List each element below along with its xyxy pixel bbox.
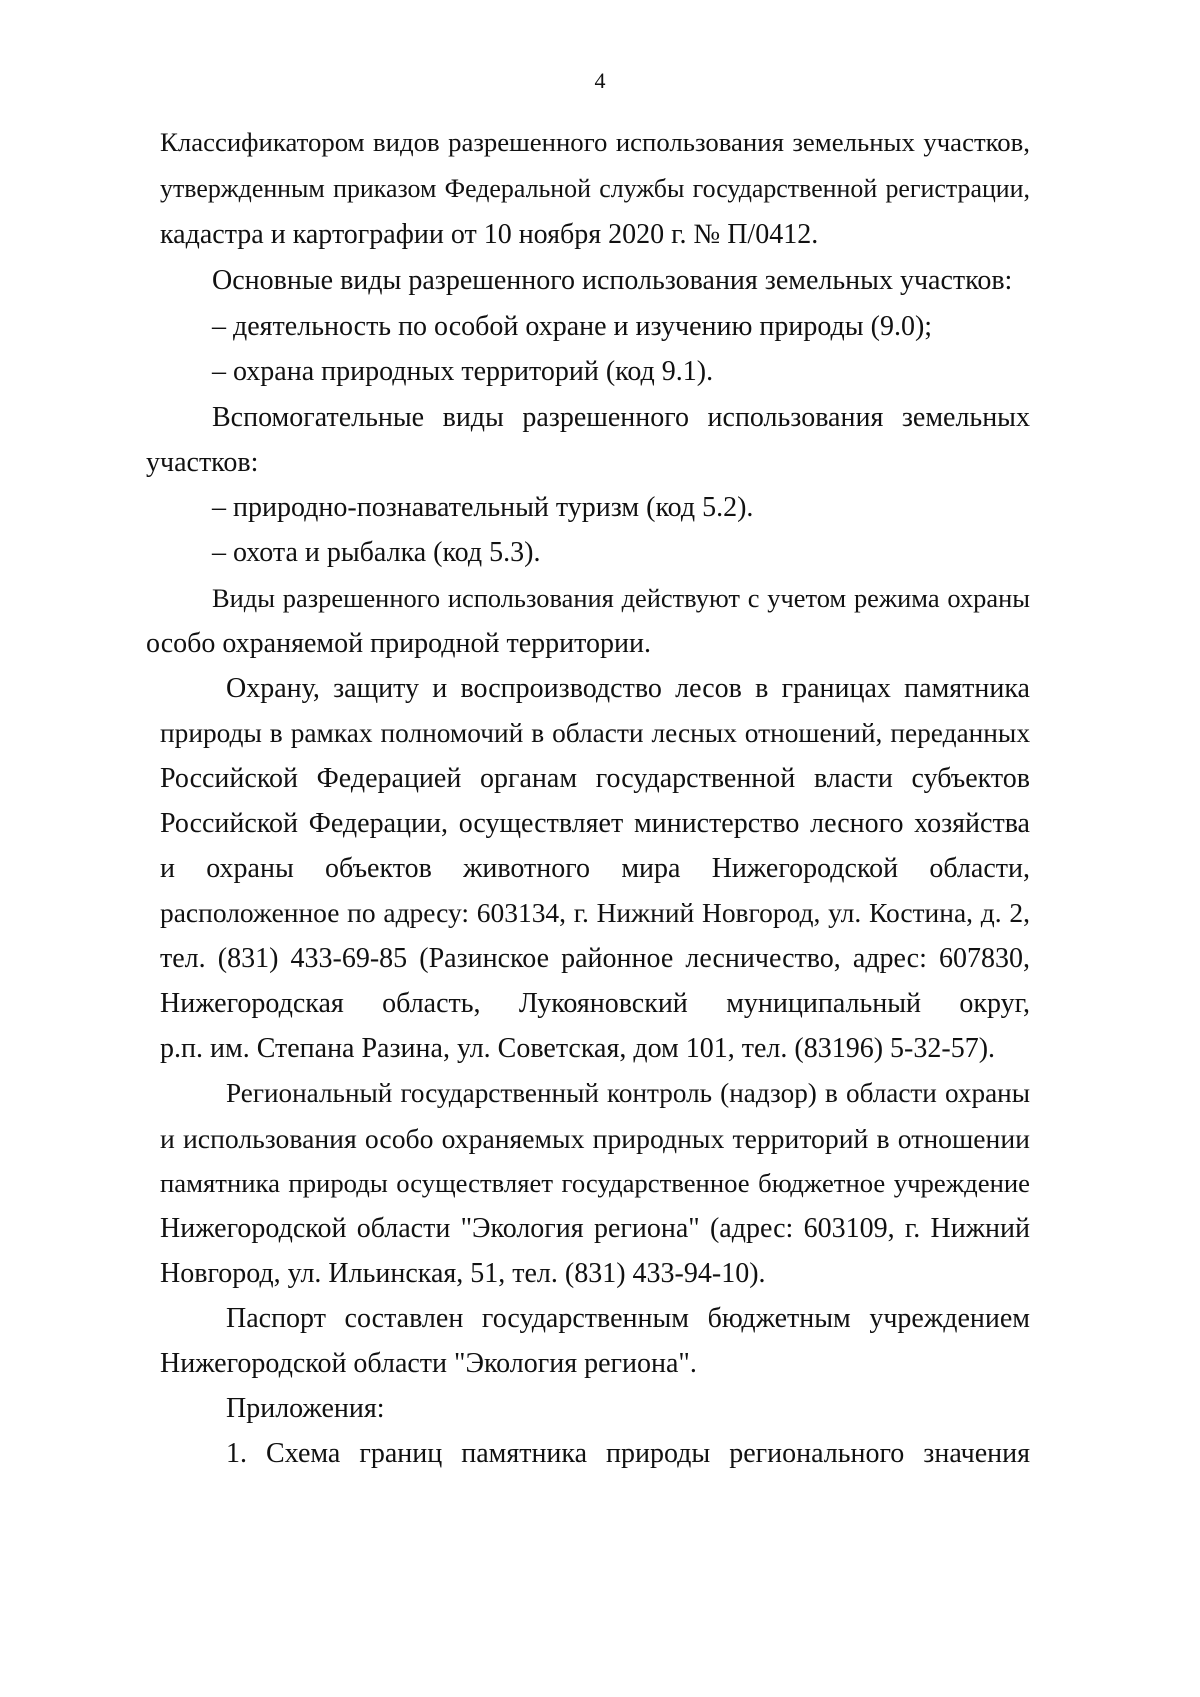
- text-line: 1. Схема границ памятника природы регионального значения: [226, 1438, 1030, 1469]
- text-line: Паспорт составлен государственным бюджетным учреждением: [226, 1303, 1030, 1334]
- text-line: Охрану, защиту и воспроизводство лесов в границах памятника: [226, 673, 1030, 704]
- text-line: р.п. им. Степана Разина, ул. Советская, дом 101, тел. (83196) 5-32-57).: [160, 1033, 996, 1064]
- text-line: участков:: [146, 447, 259, 478]
- text-line: – охота и рыбалка (код 5.3).: [212, 537, 541, 568]
- page-number: 4: [594, 68, 606, 93]
- text-line: Виды разрешенного использования действуют с учетом режима охраны: [212, 583, 1030, 613]
- text-line: – деятельность по особой охране и изучению природы (9.0);: [212, 311, 933, 342]
- text-line: памятника природы осуществляет государственное бюджетное учреждение: [160, 1168, 1030, 1198]
- text-line: – охрана природных территорий (код 9.1).: [212, 356, 714, 387]
- text-line: утвержденным приказом Федеральной службы государственной регистрации,: [160, 174, 1030, 203]
- text-line: расположенное по адресу: 603134, г. Нижний Новгород, ул. Костина, д. 2,: [160, 898, 1030, 928]
- text-line: Российской Федерации, осуществляет министерство лесного хозяйства: [160, 808, 1030, 839]
- text-line: и использования особо охраняемых природных территорий в отношении: [160, 1123, 1030, 1154]
- text-line: – природно-познавательный туризм (код 5.2).: [212, 492, 754, 523]
- text-line: Региональный государственный контроль (надзор) в области охраны: [226, 1078, 1030, 1108]
- text-line: Приложения:: [226, 1393, 385, 1424]
- text-line: Новгород, ул. Ильинская, 51, тел. (831) 433-94-10).: [160, 1258, 766, 1289]
- text-line: Нижегородской области "Экология региона".: [160, 1348, 697, 1379]
- text-line: Российской Федерацией органам государственной власти субъектов: [160, 763, 1030, 794]
- text-line: Вспомогательные виды разрешенного использования земельных: [212, 402, 1030, 433]
- text-line: особо охраняемой природной территории.: [146, 628, 651, 659]
- text-line: природы в рамках полномочий в области лесных отношений, переданных: [160, 718, 1030, 748]
- text-line: Нижегородская область, Лукояновский муниципальный округ,: [160, 988, 1030, 1019]
- text-line: тел. (831) 433-69-85 (Разинское районное лесничество, адрес: 607830,: [160, 943, 1030, 974]
- text-line: Классификатором видов разрешенного использования земельных участков,: [160, 127, 1030, 157]
- text-line: Нижегородской области "Экология региона" (адрес: 603109, г. Нижний: [160, 1213, 1030, 1244]
- text-line: Основные виды разрешенного использования земельных участков:: [212, 265, 1013, 296]
- text-line: кадастра и картографии от 10 ноября 2020 г. № П/0412.: [160, 219, 819, 250]
- text-line: и охраны объектов животного мира Нижегородской области,: [160, 853, 1030, 884]
